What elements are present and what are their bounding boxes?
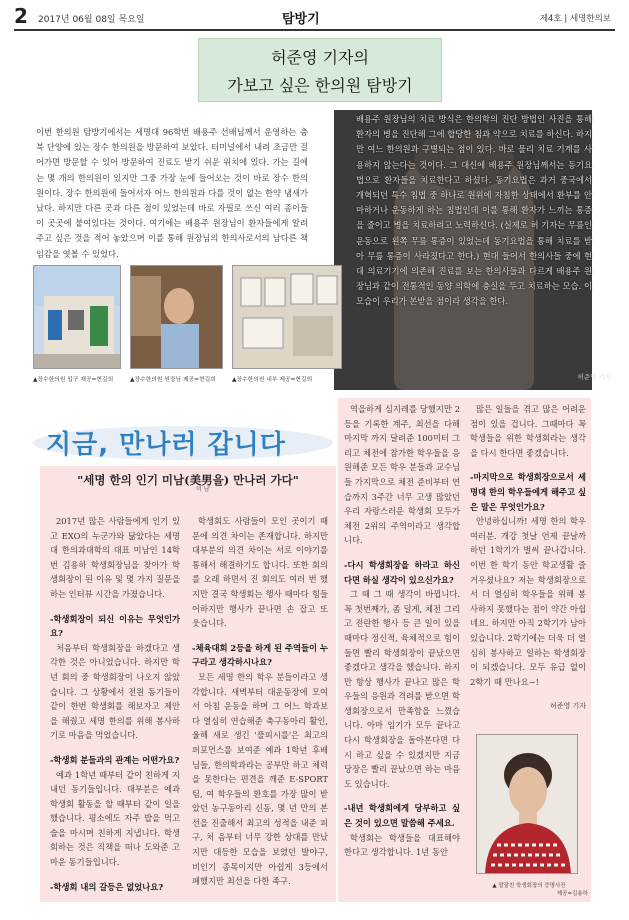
header-rule — [14, 29, 615, 31]
interview-paragraph: 그 때 그 때 생각이 바뀝니다. 꼭 첫번째가, 좀 덜게, 체전 그리고 전란한 행사 등 큰 일이 있을 때마다 정신적, 육체적으로 힘이 들면 빨리 학생회장이 끝났으면 좋겠다고 생각을 했습니다. 하지만 항상 행사가 끝나고 많은 학우들의 응원과 격려를 받으면 학생회장으로서 만족함을 느꼈습니다. 아마 임기가 모두 끝나고 다시 학생회장을 돌아본다면 다시 하고 싶을 수 있겠지만 지금 당장은 빨리 끝났으면 하는 마음도 있습니다. — [344, 589, 460, 789]
page-number: 2 — [14, 4, 28, 28]
interview-paragraph: 처음부터 학생회장을 하겠다고 생각한 것은 아니었습니다. 하지만 학년 회의 중 학생회장이 나오지 않았습니다. 그 상황에서 전원 동기들이 같이 한번 학생회를 해보자고 제안을 해줬고 세명 한의를 위해 봉사하기로 마음을 먹었습니다. — [50, 642, 180, 741]
interview-paragraph: 모든 세명 한의 학우 분들이라고 생각합니다. 새벽부터 대운동장에 모여서 아침 운동을 하며 그 어느 학과보다 열심히 연습해준 축구동아리 활인, 울해 새로 생긴 '풀피시를'은 최고의 퍼포먼스를 보여준 예과 1학년 후배님들, 한의학과라는 공부만 하고 체력을 못한다는 편견을 깨준 E-SPORT팀, 여 학우들의 환호를 가장 많이 받았던 농구동아리 신동, 몇 년 만의 본선을 진출해서 최고의 성적을 내준 피구, 처 음부터 너무 강한 상대를 만났지만 대등한 모습을 보였던 발야구, 비인기 종목이지만 아쉽게 3등에서 패했지만 최선을 다한 족구. — [192, 671, 328, 887]
issue-date: 2017년 06월 08일 목요일 — [38, 15, 145, 25]
issue-label: 제4호 | 세명한의보 — [539, 14, 611, 24]
interview-paragraph: 학생회도 사람들이 모인 곳이기 때문에 의견 차이는 존재합니다. 하지만 대부분의 의견 차이는 서로 이야기를 통해서 해결하기도 합니다. 또한 회의를 오래 하면서 진 회의도 여러 번 했지만 결국 학생회는 행사 때마다 힘들어하지만 행사가 끝나면 손 잡고 또 웃습니다. — [192, 516, 328, 629]
interview-subtitle: "세명 한의 인기 미남(美男을) 만나러 가다" — [77, 473, 299, 487]
interview-paragraph: 예과 1학년 때부터 같이 친하게 지내던 동기들입니다. 대부분은 예과학생회 활동을 할 때부터 같이 일을 했습니다. 평소에도 자주 밥을 먹고 술을 마시며 친하게 지냅니다. 학생회하는 것은 직책을 떠나 도와준 고마운 동기들입니다. — [50, 769, 180, 868]
photo-caption-3: ▲장수한의원 내부 제공=현길희 — [232, 377, 313, 383]
photo-caption-2: ▲장수한의원 원장님 제공=현길희 — [130, 377, 216, 383]
interview-column-1 — [50, 514, 180, 894]
interview-question: -학생회장이 되신 이유는 무엇인가요? — [50, 613, 180, 639]
clinic-director-photo — [130, 265, 223, 369]
section-title: 탐방기 — [282, 12, 320, 27]
feature-title-box — [198, 38, 442, 102]
student-caption-credit: 제공=김용하 — [556, 891, 588, 897]
interview-banner: 지금, 만나러 갑니다 — [46, 430, 286, 460]
clinic-interior-photo — [232, 265, 342, 369]
subtitle-hanja-reading: 미 남 — [196, 486, 210, 493]
feature-body: 이번 한의원 탐방기에서는 세명대 96학번 배용주 선배님께서 운영하는 충북 단양에 있는 장수 한의원을 방문하여 보았다. 터미널에서 내려 조금만 걸어가면 방문할 수 있어 방문하여 진료도 받기 쉬운 위치에 있다. 가는 길에는 몇 개의 한의원이 있지만 그중 가장 눈에 들어오는 것이 바로 장수 한의원이다. 장수 한의원에 들어서자 어느 한의원과 다를 것이 없는 한약 냄새가 났다. 하지만 다른 곳과 다른 점이 있었는데 바로 자필로 쓰신 여러 종이들이 곳곳에 붙여있다는 것이다. 여기에는 배용주 원장님이 환자들에게 알려주고 싶은 것을 적어 놓았으며 이를 통해 원장님의 한의사로서의 남다른 책임감을 엿볼 수 있었다. — [36, 127, 308, 259]
student-drawing — [477, 735, 578, 874]
interview-column-2 — [192, 514, 328, 889]
interview-question: -다시 학생회장을 하라고 하신다면 하실 생각이 있으신가요? — [344, 559, 460, 585]
interview-column-3 — [344, 402, 460, 860]
interview-column-4 — [470, 402, 586, 714]
student-caption-text: ▲ 말잘친 학생회장의 증명사진 — [492, 883, 566, 889]
interview-signature: 허준영 기자 — [549, 702, 586, 711]
interview-question: -체육대회 2등을 하게 된 주역들이 누구라고 생각하시나요? — [192, 642, 328, 668]
photo-caption-1: ▲장수한의원 입구 제공=현길희 — [33, 377, 114, 383]
director-drawing — [131, 266, 223, 369]
feature-right-body: 배용주 원장님의 치료 방식은 한의학의 진단 방법인 사진을 통해 환자의 병을 진단해 그에 합당한 침과 약으로 치료를 하신다. 하지만 여느 한의원과 구별되는 점이 있다. 바로 물리 치료 기계를 사용하지 않는다는 것이다. 그 대신에 배용주 원장님께서는 동기요법으로 환자들을 치료한다고 하셨다. 동기요법은 과거 중국에서 개혁되던 특수 침법 중 하나로 원위에 자침한 상태에서 환부를 안마하거나 운동하게 하는 침법인데 이를 통해 환자가 느끼는 통증을 줄이고 병을 치료하려고 노력하신다. (실제로 허 기자는 무릎인 운동으로 왼쪽 무릎 통증이 있었는데 동기요법을 통해 치료를 받아 무릎 통증이 사라졌다고 한다.) 현대 들어서 한의사들 중에 현대 의료기기에 의존해 진료를 보는 한의사들과 다르게 배용주 원장님과 같이 전통적인 동양 의학에 충실을 두고 치료하는 모습. 이 모습이 우리가 본받을 점이라 생각을 한다. — [356, 114, 592, 307]
student-president-photo — [476, 734, 578, 874]
feature-title-line2: 가보고 싶은 한의원 탐방기 — [227, 76, 413, 95]
interview-question: -마지막으로 학생회장으로서 세명대 한의 학우들에게 해주고 싶은 말은 무엇인가요? — [470, 472, 586, 512]
interview-question: -내년 학생회에게 당부하고 싶은 것이 있으면 말씀해 주세요. — [344, 803, 460, 829]
feature-title-line1: 허준영 기자의 — [271, 48, 369, 67]
student-photo-caption — [470, 882, 588, 898]
building-drawing — [34, 266, 121, 369]
interior-drawing — [233, 266, 342, 369]
interview-paragraph: 많은 일들을 겪고 많은 어려운 점이 있을 겁니다. 그때마다 꼭 학생들을 위한 학생회라는 생각을 다시 한다면 좋겠습니다. — [470, 404, 586, 458]
interview-paragraph: 역을하게 심지레를 당했지만 2등을 기록한 계주, 최선을 다해 마지막 까지 달려준 100미터 그리고 체전에 참가한 학우들을 응원해준 모든 학우 분들과 교수님들 가지막으로 체전 준비부터 연습까지 3주간 너무 고생 많았던 우리 자랑스러운 학생회 모두가 체전 2위의 주역이라고 생각합니다. — [344, 404, 460, 546]
interview-question: -학생회 분들과의 관계는 어떤가요? — [50, 754, 180, 765]
feature-signature: 허준영 기자 — [577, 373, 611, 381]
interview-paragraph: 안녕하십니까! 세명 한의 학우 여러분. 개강 첫날 언제 끝날까 하던 1학기가 벌써 끝나갑니다. 이번 한 학기 동안 학교생활 즐거우셨나요? 저는 학생회장으로서 더 열심히 학우들을 위해 봉사하지 못했다는 점이 약간 아쉽네요. 하지만 아직 2학기가 남아 있습니다. 2학기에는 더욱 더 열심히 봉사하고 일하는 학생회장이 되겠습니다. 모두 유급 없이 2학기 때 만나요~! — [470, 516, 586, 687]
interview-paragraph: 학생회는 학생들을 대표해야 한다고 생각합니다. 1년 동안 — [344, 832, 460, 858]
clinic-entrance-photo — [33, 265, 121, 369]
interview-question: -학생회 내의 갈등은 없었나요? — [50, 881, 164, 892]
interview-paragraph: 2017년 많은 사람들에게 인기 있고 EXO의 누군가와 닮았다는 세명대 한의과대학의 대표 미남인 14학번 김용하 학생회장님을 찾아가 학생회장이 된 이유 및 몇 가지 질문을 하는 인터뷰 시간을 가졌습니다. — [50, 516, 180, 599]
